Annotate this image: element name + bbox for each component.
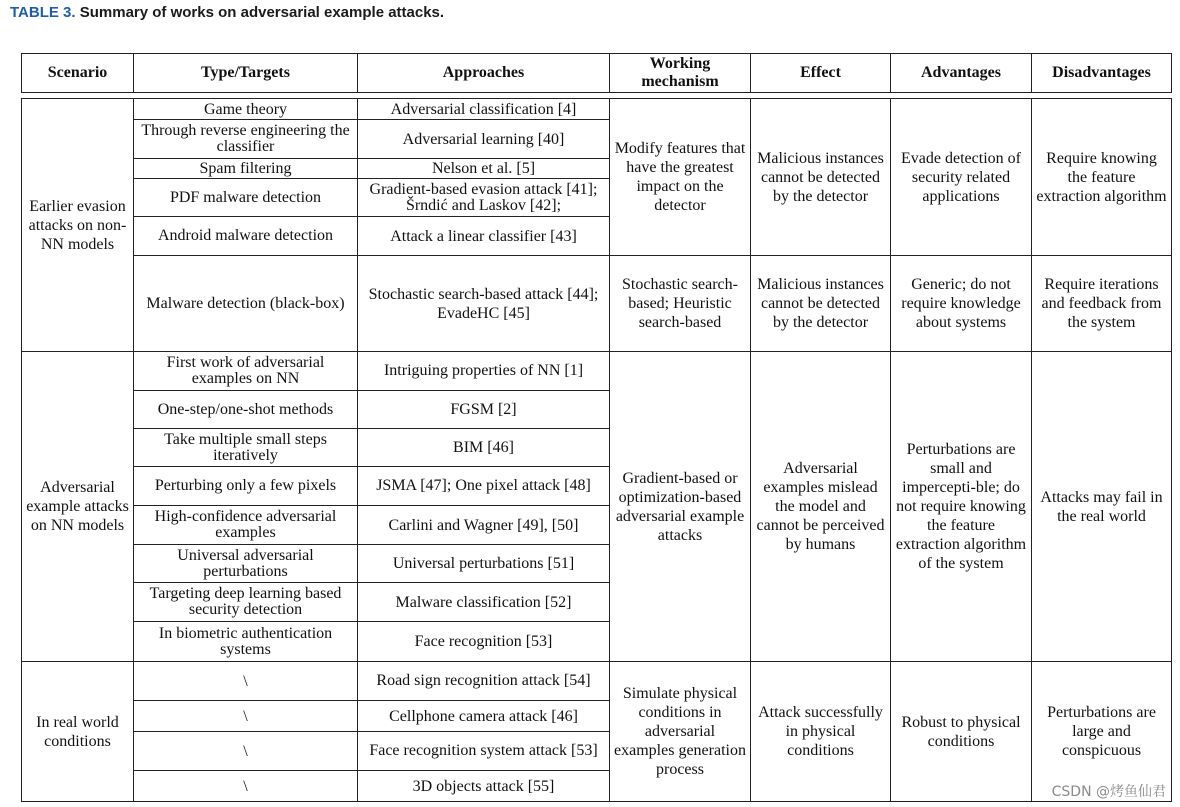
header-type: Type/Targets (133, 53, 358, 93)
approach-cell: Face recognition [53] (357, 621, 610, 662)
scenario-cell: Earlier evasion attacks on non-NN models (21, 98, 134, 352)
header-approaches: Approaches (357, 53, 610, 93)
approach-cell: Adversarial classification [4] (357, 98, 610, 120)
mechanism-cell: Stochastic search-based; Heuristic search-based (609, 255, 751, 352)
effect-cell: Malicious instances cannot be detected by the detector (750, 255, 891, 352)
caption-label: TABLE 3. (10, 4, 76, 21)
approach-cell: Universal perturbations [51] (357, 544, 610, 583)
type-cell: Perturbing only a few pixels (133, 466, 358, 506)
type-cell: One-step/one-shot methods (133, 390, 358, 429)
watermark: CSDN @烤鱼仙君 (1051, 784, 1166, 800)
approach-cell: JSMA [47]; One pixel attack [48] (357, 466, 610, 506)
type-cell: Malware detection (black-box) (133, 255, 358, 352)
disadvantages-cell: Attacks may fail in the real world (1031, 351, 1172, 662)
type-cell: Android malware detection (133, 216, 358, 256)
type-cell: \ (133, 661, 358, 701)
type-cell: \ (133, 700, 358, 732)
approach-cell: Cellphone camera attack [46] (357, 700, 610, 732)
disadvantages-cell: Perturbations are large and conspicuous (1031, 661, 1172, 802)
type-cell: Targeting deep learning based security detection (133, 582, 358, 622)
scenario-cell: Adversarial example attacks on NN models (21, 351, 134, 662)
approach-cell: Malware classification [52] (357, 582, 610, 622)
approach-cell: Nelson et al. [5] (357, 158, 610, 179)
type-cell: \ (133, 731, 358, 771)
disadvantages-cell: Require knowing the feature extraction algorithm (1031, 98, 1172, 256)
mechanism-cell: Modify features that have the greatest impact on the detector (609, 98, 751, 256)
approach-cell: Road sign recognition attack [54] (357, 661, 610, 701)
mechanism-cell: Simulate physical conditions in adversarial examples generation process (609, 661, 751, 802)
advantages-cell: Evade detection of security related applications (890, 98, 1032, 256)
effect-cell: Adversarial examples mislead the model and cannot be perceived by humans (750, 351, 891, 662)
header-effect: Effect (750, 53, 891, 93)
approach-cell: Attack a linear classifier [43] (357, 216, 610, 256)
type-cell: Take multiple small steps iteratively (133, 428, 358, 467)
approach-cell: Intriguing properties of NN [1] (357, 351, 610, 391)
type-cell: High-confidence adversarial examples (133, 505, 358, 545)
effect-cell: Attack successfully in physical conditions (750, 661, 891, 802)
type-cell: PDF malware detection (133, 178, 358, 217)
mechanism-cell: Gradient-based or optimization-based adversarial example attacks (609, 351, 751, 662)
caption-text: Summary of works on adversarial example attacks. (79, 4, 445, 21)
header-advantages: Advantages (890, 53, 1032, 93)
header-mechanism: Working mechanism (609, 53, 751, 93)
type-cell: Through reverse engineering the classifier (133, 119, 358, 159)
disadvantages-cell: Require iterations and feedback from the system (1031, 255, 1172, 352)
advantages-cell: Generic; do not require knowledge about systems (890, 255, 1032, 352)
advantages-cell: Perturbations are small and impercepti-ble; do not require knowing the feature extraction algorithm of the system (890, 351, 1032, 662)
approach-cell: BIM [46] (357, 428, 610, 467)
approach-cell: 3D objects attack [55] (357, 770, 610, 802)
type-cell: Spam filtering (133, 158, 358, 179)
type-cell: In biometric authentication systems (133, 621, 358, 662)
approach-cell: Stochastic search-based attack [44]; EvadeHC [45] (357, 255, 610, 352)
approach-cell: Adversarial learning [40] (357, 119, 610, 159)
header-disadvantages: Disadvantages (1031, 53, 1172, 93)
type-cell: Universal adversarial perturbations (133, 544, 358, 583)
type-cell: \ (133, 770, 358, 802)
type-cell: Game theory (133, 98, 358, 120)
effect-cell: Malicious instances cannot be detected by the detector (750, 98, 891, 256)
approach-cell: Carlini and Wagner [49], [50] (357, 505, 610, 545)
header-scenario: Scenario (21, 53, 134, 93)
scenario-cell: In real world conditions (21, 661, 134, 802)
approach-cell: Gradient-based evasion attack [41]; Šrndić and Laskov [42]; (357, 178, 610, 217)
approach-cell: FGSM [2] (357, 390, 610, 429)
type-cell: First work of adversarial examples on NN (133, 351, 358, 391)
approach-cell: Face recognition system attack [53] (357, 731, 610, 771)
advantages-cell: Robust to physical conditions (890, 661, 1032, 802)
